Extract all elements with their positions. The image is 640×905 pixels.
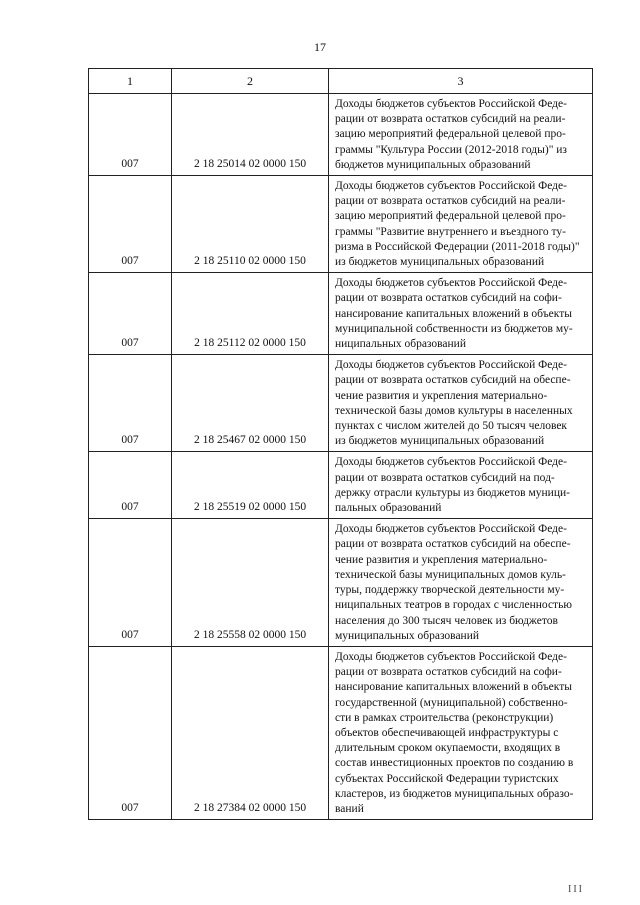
admin-code-cell: 007 [89, 273, 172, 355]
revenue-description-cell [329, 519, 593, 647]
description-line: технической базы домов культуры в населенных [335, 404, 573, 417]
description-line: Доходы бюджетов субъектов Российской Феде- [335, 523, 567, 536]
description-line: ризма в Российской Федерации (2011-2018 годы)" [335, 240, 580, 253]
description-line: нансирование капитальных вложений в объекты [335, 307, 572, 320]
description-line: состав инвестиционных проектов по созданию в [335, 757, 574, 770]
description-line: объектов обеспечивающей инфраструктуры с [335, 726, 559, 739]
description-line: населения до 300 тысяч человек из бюджетов [335, 614, 558, 627]
description-line: Доходы бюджетов субъектов Российской Феде- [335, 98, 567, 110]
description-line: муниципальной собственности из бюджетов му- [335, 322, 573, 335]
table-row [89, 273, 593, 355]
revenue-description-cell [329, 646, 593, 819]
budget-code-cell: 2 18 25112 02 0000 150 [172, 273, 329, 355]
description-line: туры, поддержку творческой деятельности му- [335, 584, 565, 597]
description-line: ниципальных образований [335, 338, 466, 351]
description-line: кластеров, из бюджетов муниципальных образо- [335, 787, 574, 800]
admin-code-cell: 007 [89, 519, 172, 647]
description-line: рации от возврата остатков субсидий на софи- [335, 292, 562, 305]
admin-code-cell: 007 [89, 646, 172, 819]
description-line: нансирование капитальных вложений в объекты [335, 681, 572, 694]
description-line: Доходы бюджетов субъектов Российской Феде- [335, 277, 567, 290]
description-line: рации от возврата остатков субсидий на реали- [335, 113, 566, 126]
description-line: держку отрасли культуры из бюджетов муници- [335, 486, 570, 499]
table-row [89, 452, 593, 519]
description-line: сти в рамках строительства (реконструкции) [335, 711, 554, 724]
revenue-description-cell [329, 94, 593, 176]
revenue-description-cell [329, 452, 593, 519]
description-line: бюджетов муниципальных образований [335, 158, 531, 171]
description-line: субъектах Российской Федерации туристских [335, 772, 559, 785]
column-header-1: 1 [89, 69, 172, 94]
admin-code-cell: 007 [89, 452, 172, 519]
admin-code-cell: 007 [89, 176, 172, 273]
footer-mark: III [568, 884, 584, 895]
description-line: граммы "Культура России (2012-2018 годы)" из [335, 143, 567, 156]
description-line: чение развития и укрепления материально- [335, 389, 548, 402]
description-line: пунктах с числом жителей до 50 тысяч человек [335, 420, 568, 433]
table-row [89, 355, 593, 452]
revenue-description-cell [329, 273, 593, 355]
budget-code-cell: 2 18 25558 02 0000 150 [172, 519, 329, 647]
column-header-2: 2 [172, 69, 329, 94]
revenue-description-cell [329, 176, 593, 273]
description-line: рации от возврата остатков субсидий на обеспе- [335, 538, 571, 551]
description-line: государственной (муниципальной) собственно- [335, 696, 568, 709]
revenue-description-cell [329, 355, 593, 452]
description-line: граммы "Развитие внутреннего и въездного ту- [335, 225, 566, 238]
table-header-row [89, 69, 593, 94]
description-line: зацию мероприятий федеральной целевой про- [335, 210, 566, 223]
table-row [89, 519, 593, 647]
table-row [89, 646, 593, 819]
description-line: зацию мероприятий федеральной целевой про- [335, 128, 566, 141]
budget-code-cell: 2 18 25014 02 0000 150 [172, 94, 329, 176]
column-header-3: 3 [329, 69, 593, 94]
description-line: Доходы бюджетов субъектов Российской Феде- [335, 359, 567, 372]
description-line: Доходы бюджетов субъектов Российской Феде- [335, 456, 567, 469]
budget-code-cell: 2 18 25110 02 0000 150 [172, 176, 329, 273]
description-line: рации от возврата остатков субсидий на реали- [335, 195, 566, 208]
revenue-codes-table [88, 68, 593, 820]
description-line: из бюджетов муниципальных образований [335, 256, 545, 269]
budget-code-cell: 2 18 25519 02 0000 150 [172, 452, 329, 519]
description-line: муниципальных образований [335, 629, 480, 642]
description-line: рации от возврата остатков субсидий на обеспе- [335, 374, 571, 387]
description-line: длительным сроком окупаемости, входящих в [335, 742, 561, 755]
description-line: пальных образований [335, 502, 442, 515]
description-line: Доходы бюджетов субъектов Российской Феде- [335, 650, 567, 663]
table-row [89, 176, 593, 273]
description-line: Доходы бюджетов субъектов Российской Феде- [335, 180, 567, 193]
admin-code-cell: 007 [89, 94, 172, 176]
description-line: ваний [335, 802, 364, 815]
page-number: 17 [314, 40, 326, 54]
budget-code-cell: 2 18 25467 02 0000 150 [172, 355, 329, 452]
description-line: технической базы муниципальных домов куль- [335, 568, 566, 581]
budget-code-cell: 2 18 27384 02 0000 150 [172, 646, 329, 819]
description-line: рации от возврата остатков субсидий на софи- [335, 666, 562, 679]
description-line: рации от возврата остатков субсидий на под- [335, 471, 555, 484]
description-line: чение развития и укрепления материально- [335, 553, 548, 566]
description-line: из бюджетов муниципальных образований [335, 435, 545, 448]
admin-code-cell: 007 [89, 355, 172, 452]
description-line: ниципальных театров в городах с численностью [335, 599, 572, 612]
table-row [89, 94, 593, 176]
